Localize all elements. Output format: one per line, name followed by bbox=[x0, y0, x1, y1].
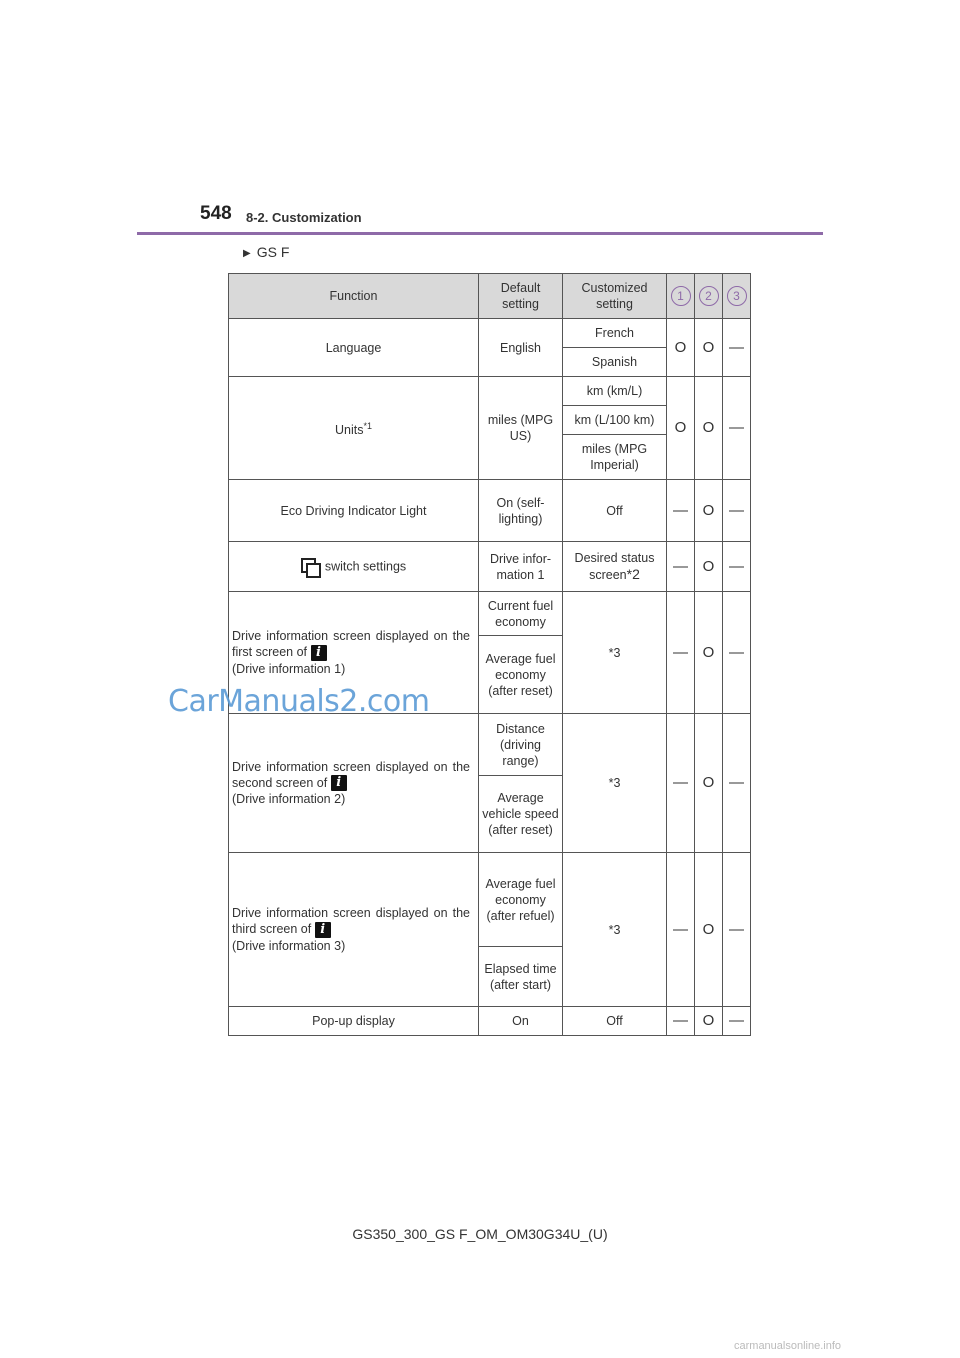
footnote-mark: *2 bbox=[626, 566, 640, 582]
table-row bbox=[229, 377, 751, 406]
screen-switch-icon bbox=[301, 558, 319, 576]
cell-option: miles (MPG Imperial) bbox=[563, 435, 667, 480]
cell-function bbox=[229, 714, 479, 853]
cell-c1: — bbox=[667, 480, 695, 542]
cell-default: miles (MPG US) bbox=[479, 377, 563, 480]
cell-option: *3 bbox=[563, 714, 667, 853]
info-i-icon: i bbox=[311, 645, 327, 661]
cell-c2: O bbox=[695, 319, 723, 377]
table-row bbox=[229, 853, 751, 947]
footnote-mark: *1 bbox=[363, 420, 372, 431]
cell-function: Pop-up display bbox=[229, 1007, 479, 1036]
triangle-right-icon: ▶ bbox=[243, 248, 251, 259]
drive3-desc: Drive information screen displayed on the third screen of bbox=[232, 906, 470, 937]
cell-c1: — bbox=[667, 1007, 695, 1036]
cell-c2: O bbox=[695, 714, 723, 853]
option-text: Desired status screen bbox=[574, 551, 655, 582]
subheading bbox=[243, 244, 289, 260]
circle-1-icon: 1 bbox=[671, 286, 691, 306]
cell-option: km (L/100 km) bbox=[563, 406, 667, 435]
header-default: Default setting bbox=[479, 274, 563, 319]
customization-table bbox=[228, 273, 751, 1036]
table-row bbox=[229, 480, 751, 542]
header-function: Function bbox=[229, 274, 479, 319]
page-number: 548 bbox=[200, 203, 232, 224]
watermark: CarManuals2.com bbox=[168, 684, 430, 719]
header-divider bbox=[137, 232, 823, 235]
subheading-text: GS F bbox=[256, 244, 290, 260]
cell-c3: — bbox=[723, 1007, 751, 1036]
cell-c3: — bbox=[723, 542, 751, 592]
cell-default: On bbox=[479, 1007, 563, 1036]
header-customized: Customized setting bbox=[563, 274, 667, 319]
document-id: GS350_300_GS F_OM_OM30G34U_(U) bbox=[352, 1226, 608, 1242]
cell-function: Language bbox=[229, 319, 479, 377]
table-row bbox=[229, 592, 751, 636]
cell-function: Eco Driving Indicator Light bbox=[229, 480, 479, 542]
cell-option: Off bbox=[563, 480, 667, 542]
cell-c1: O bbox=[667, 319, 695, 377]
units-label: Units bbox=[335, 423, 364, 438]
cell-option: Off bbox=[563, 1007, 667, 1036]
cell-default: Current fuel economy bbox=[479, 592, 563, 636]
cell-default: Average fuel economy (after refuel) bbox=[479, 853, 563, 947]
cell-c1: — bbox=[667, 853, 695, 1007]
drive1-sub: (Drive information 1) bbox=[232, 661, 346, 676]
cell-c1: — bbox=[667, 592, 695, 714]
cell-default: Drive infor-mation 1 bbox=[479, 542, 563, 592]
info-i-icon: i bbox=[315, 922, 331, 938]
cell-option: French bbox=[563, 319, 667, 348]
header-col2 bbox=[695, 274, 723, 319]
cell-c3: — bbox=[723, 714, 751, 853]
cell-option: *3 bbox=[563, 592, 667, 714]
switch-label: switch settings bbox=[324, 558, 407, 573]
drive3-sub: (Drive information 3) bbox=[232, 938, 346, 953]
cell-c3: — bbox=[723, 853, 751, 1007]
cell-option: *3 bbox=[563, 853, 667, 1007]
cell-option: Spanish bbox=[563, 348, 667, 377]
cell-function bbox=[229, 853, 479, 1007]
cell-default: On (self-lighting) bbox=[479, 480, 563, 542]
drive1-desc: Drive information screen displayed on the first screen of bbox=[232, 629, 470, 660]
cell-c2: O bbox=[695, 853, 723, 1007]
cell-c1: — bbox=[667, 714, 695, 853]
cell-c2: O bbox=[695, 480, 723, 542]
cell-option: km (km/L) bbox=[563, 377, 667, 406]
site-watermark: carmanualsonline.info bbox=[734, 1340, 842, 1352]
section-title: 8-2. Customization bbox=[246, 210, 362, 225]
table-row bbox=[229, 319, 751, 348]
cell-c2: O bbox=[695, 542, 723, 592]
cell-default: Elapsed time (after start) bbox=[479, 947, 563, 1007]
cell-c1: O bbox=[667, 377, 695, 480]
header-col1 bbox=[667, 274, 695, 319]
cell-default: English bbox=[479, 319, 563, 377]
cell-c3: — bbox=[723, 377, 751, 480]
cell-function bbox=[229, 542, 479, 592]
cell-default: Average vehicle speed (after reset) bbox=[479, 776, 563, 853]
table-row bbox=[229, 714, 751, 776]
cell-c2: O bbox=[695, 592, 723, 714]
table-row bbox=[229, 542, 751, 592]
info-i-icon: i bbox=[331, 775, 347, 791]
circle-3-icon: 3 bbox=[727, 286, 747, 306]
table-header-row bbox=[229, 274, 751, 319]
table-row bbox=[229, 1007, 751, 1036]
cell-c3: — bbox=[723, 319, 751, 377]
cell-c3: — bbox=[723, 480, 751, 542]
cell-c2: O bbox=[695, 1007, 723, 1036]
header-col3 bbox=[723, 274, 751, 319]
cell-c1: — bbox=[667, 542, 695, 592]
cell-default: Distance (driving range) bbox=[479, 714, 563, 776]
cell-c2: O bbox=[695, 377, 723, 480]
cell-c3: — bbox=[723, 592, 751, 714]
circle-2-icon: 2 bbox=[699, 286, 719, 306]
cell-function bbox=[229, 377, 479, 480]
cell-option bbox=[563, 542, 667, 592]
drive2-desc: Drive information screen displayed on the second screen of bbox=[232, 759, 470, 790]
drive2-sub: (Drive information 2) bbox=[232, 792, 346, 807]
cell-default: Average fuel economy (after reset) bbox=[479, 636, 563, 714]
